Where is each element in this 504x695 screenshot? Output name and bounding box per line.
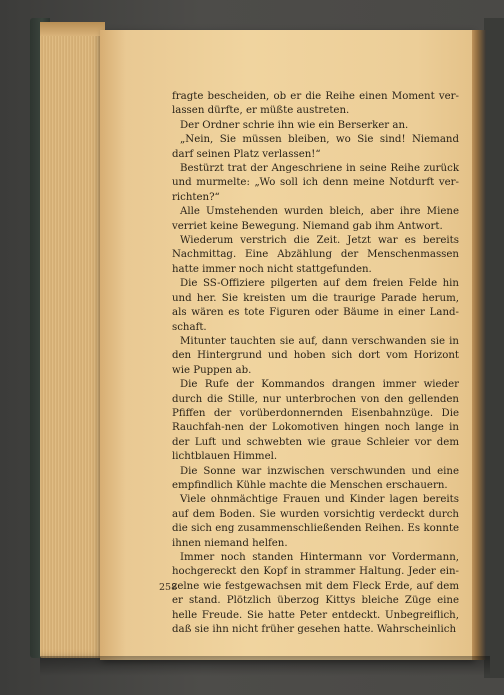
paragraph: Die Sonne war inzwischen verschwunden und eine empfindlich Kühle machte die Menschen erschauern. xyxy=(172,465,459,491)
paragraph: Alle Umstehenden wurden bleich, aber ihre Miene verriet keine Bewegung. Niemand gab ihm Antwort. xyxy=(172,206,459,232)
paragraph: Die Rufe der Kommandos drangen immer wieder durch die Stille, nur unterbrochen von den gellenden Pfiffen der vorüberdonnernden Eisenbahnzüge. Die Rauchfah-nen der Lokomotiven hingen noch lange in der Luft und schwebten wie graue Schleier vor dem lichtblauen Himmel. xyxy=(172,379,459,463)
paragraph: Bestürzt trat der Angeschriene in seine Reihe zurück und murmelte: „Wo soll ich denn meine Notdurft ver-richten?“ xyxy=(172,163,459,203)
book-cover-right xyxy=(484,18,504,678)
paragraph: Viele ohnmächtige Frauen und Kinder lagen bereits auf dem Boden. Sie wurden vorsichtig verdeckt durch die sich eng zusammenschließenden Reihen. Es konnte ihnen niemand helfen. xyxy=(172,494,459,549)
paragraph: Immer noch standen Hintermann vor Vordermann, hochgereckt den Kopf in strammer Haltung. Jeder ein-zelne wie festgewachsen mit dem Fleck Erde, auf dem er stand. Plötzlich überzog Kittys bleiche Züge eine helle Freude. Sie hatte Peter entdeckt. Unbegreiflich, daß sie ihn nicht früher gesehen hatte. Wahrscheinlich xyxy=(172,552,459,636)
book-shadow xyxy=(40,656,490,676)
paragraph: Der Ordner schrie ihn wie ein Berserker an. xyxy=(180,119,409,131)
book-right-edge xyxy=(472,30,486,660)
page-number: 258 xyxy=(159,582,178,593)
paragraph: Die SS-Offiziere pilgerten auf dem freien Felde hin und her. Sie kreisten um die traurige Parade herum, als wären es tote Figuren oder Bäume in einer Land-schaft. xyxy=(172,278,459,333)
book-page-edges-top xyxy=(40,22,105,36)
paragraph: Wiederum verstrich die Zeit. Jetzt war es bereits Nachmittag. Eine Abzählung der Menschenmassen hatte immer noch nicht stattgefunden. xyxy=(172,235,459,275)
paragraph: „Nein, Sie müssen bleiben, wo Sie sind! Niemand darf seinen Platz verlassen!“ xyxy=(172,134,459,160)
book-page-edges xyxy=(40,22,105,658)
paragraph: fragte bescheiden, ob er die Reihe einen Moment ver-lassen dürfte, er müßte austreten. xyxy=(172,91,459,117)
paragraph: Mitunter tauchten sie auf, dann verschwanden sie in den Hintergrund und hoben sich dort vom Horizont wie Puppen ab. xyxy=(172,335,459,376)
page-text xyxy=(172,90,459,637)
